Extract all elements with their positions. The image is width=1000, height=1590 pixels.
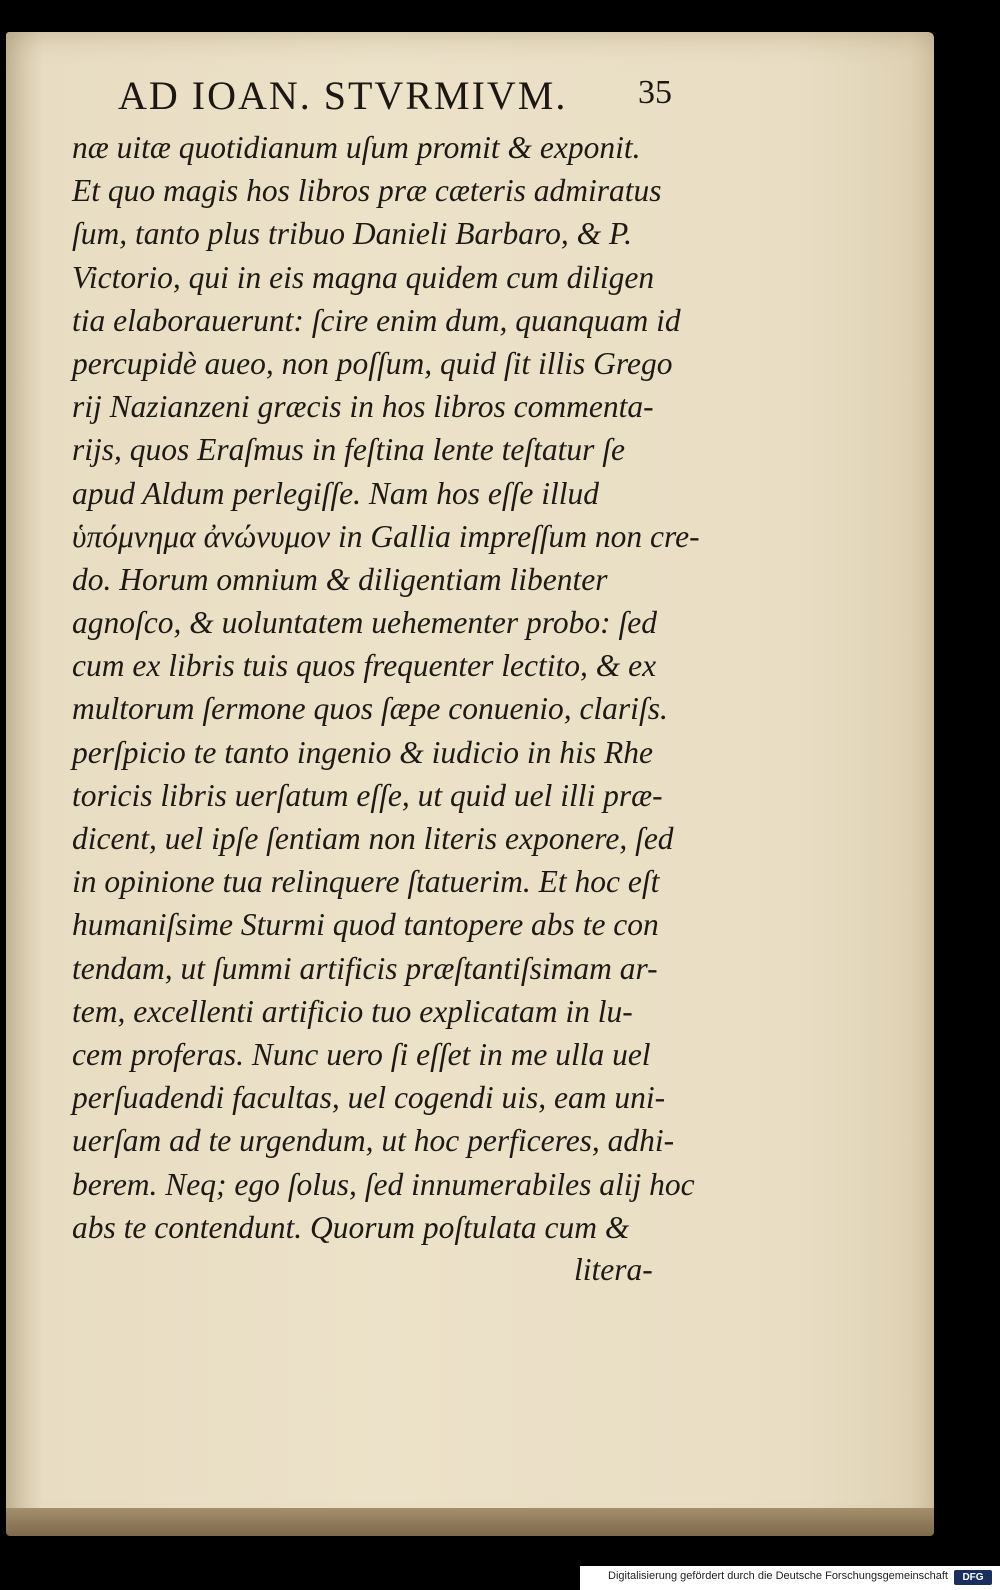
text-line: percupidè aueo, non poſſum, quid ſit illis Grego [72, 345, 673, 381]
text-line: abs te contendunt. Quorum poſtulata cum & [72, 1209, 630, 1245]
text-line: cem proferas. Nunc uero ſi eſſet in me ulla uel [72, 1036, 651, 1072]
text-line: perſuadendi facultas, uel cogendi uis, eam uni- [72, 1080, 666, 1116]
body-text [72, 126, 712, 1249]
text-line: dicent, uel ipſe ſentiam non literis exponere, ſed [72, 821, 674, 856]
text-line: tem, excellenti artificio tuo explicatam in lu- [72, 993, 633, 1029]
text-line: tendam, ut ſummi artificis præſtantiſsimam ar- [72, 950, 658, 986]
text-line: ſum, tanto plus tribuo Danieli Barbaro, & P. [72, 216, 633, 252]
funding-credit: Digitalisierung gefördert durch die Deutsche Forschungsgemeinschaft [608, 1570, 948, 1582]
text-line: rij Nazianzeni græcis in hos libros commenta- [72, 389, 654, 425]
text-line: næ uitæ quotidianum uſum promit & exponit. [72, 130, 641, 165]
page-bottom-edge [6, 1508, 934, 1536]
text-line: cum ex libris tuis quos frequenter lectito, & ex [72, 648, 657, 684]
text-line: agnoſco, & uoluntatem uehementer probo: ſed [72, 605, 657, 641]
text-line: uerſam ad te urgendum, ut hoc perficeres, adhi- [72, 1123, 675, 1159]
text-line: ὑπόμνημα ἀνώνυμον in Gallia impreſſum non cre- [72, 518, 700, 554]
text-line: toricis libris uerſatum eſſe, ut quid uel illi præ- [72, 777, 663, 813]
text-line: rijs, quos Eraſmus in feſtina lente teſtatur ſe [72, 432, 625, 468]
text-line: multorum ſermone quos ſæpe conuenio, clariſs. [72, 691, 668, 727]
running-head: AD IOAN. STVRMIVM. [118, 73, 568, 118]
text-line: humaniſsime Sturmi quod tantopere abs te con [72, 907, 659, 943]
page-number: 35 [638, 74, 672, 111]
text-line: in opinione tua relinquere ſtatuerim. Et hoc eſt [72, 864, 660, 900]
text-line: perſpicio te tanto ingenio & iudicio in his Rhe [72, 734, 653, 770]
text-line: do. Horum omnium & diligentiam libenter [72, 561, 608, 597]
text-line: berem. Neq; ego ſolus, ſed innumerabiles alij hoc [72, 1166, 695, 1202]
text-line: Victorio, qui in eis magna quidem cum diligen [72, 259, 655, 295]
text-line: tia elaborauerunt: ſcire enim dum, quanquam id [72, 302, 681, 338]
text-line: apud Aldum perlegiſſe. Nam hos eſſe illud [72, 475, 599, 511]
catchword: litera- [574, 1252, 653, 1287]
text-line: Et quo magis hos libros præ cæteris admiratus [72, 173, 662, 209]
page-header [118, 72, 678, 122]
digitization-footer [580, 1566, 1000, 1590]
dfg-logo: DFG [954, 1570, 992, 1585]
